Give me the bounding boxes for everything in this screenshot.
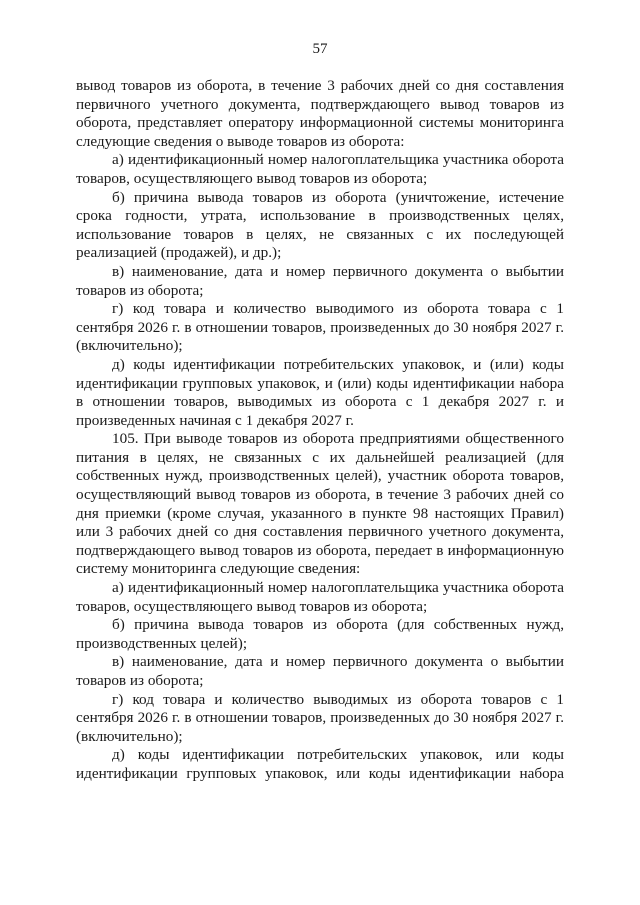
- paragraph: а) идентификационный номер налогоплательщика участника оборота товаров, осуществляющего вывод товаров из оборота;: [76, 579, 564, 615]
- paragraph: в) наименование, дата и номер первичного документа о выбытии товаров из оборота;: [76, 262, 564, 299]
- document-body: [76, 77, 564, 784]
- paragraph: в) наименование, дата и номер первичного документа о выбытии товаров из оборота;: [76, 653, 564, 689]
- paragraph: 105. При выводе товаров из оборота предприятиями общественного питания в целях, не связанных с их дальнейшей реализацией (для собственных нужд, производственных целей), участник оборота товаров, осуществляющий вывод товаров из оборота, в течение 3 рабочих дней со дня приемки (кроме случая, указанного в пункте 98 настоящих Правил) или 3 рабочих дней со дня составления первичного учетного документа, подтверждающего вывод товаров из оборота, передает в информационную систему мониторинга следующие сведения:: [76, 430, 564, 578]
- paragraph: б) причина вывода товаров из оборота (уничтожение, истечение срока годности, утрата, использование в производственных целях, использование товаров в целях, не связанных с их последующей реализацией (продажей), и др.);: [76, 188, 564, 262]
- page-number: 57: [312, 41, 328, 57]
- paragraph: вывод товаров из оборота, в течение 3 рабочих дней со дня составления первичного учетного документа, подтверждающего вывод товаров из оборота, представляет оператору информационной системы мониторинга следующие сведения о выводе товаров из оборота:: [76, 77, 564, 150]
- paragraph: д) коды идентификации потребительских упаковок, и (или) коды идентификации групповых упаковок, и (или) коды идентификации набора в отношении товаров, выводимых из оборота с 1 декабря 2027 г. и произведенных начиная с 1 декабря 2027 г.: [76, 355, 564, 429]
- paragraph: г) код товара и количество выводимых из оборота товаров с 1 сентября 2026 г. в отношении товаров, произведенных до 30 ноября 2027 г. (включительно);: [76, 690, 564, 745]
- paragraph: д) коды идентификации потребительских упаковок, или коды идентификации групповых упаковок, или коды идентификации набора: [76, 746, 564, 782]
- paragraph: а) идентификационный номер налогоплательщика участника оборота товаров, осуществляющего вывод товаров из оборота;: [76, 151, 564, 187]
- paragraph: б) причина вывода товаров из оборота (для собственных нужд, производственных целей);: [76, 616, 564, 652]
- paragraph: г) код товара и количество выводимого из оборота товара с 1 сентября 2026 г. в отношении товаров, произведенных до 30 ноября 2027 г. (включительно);: [76, 300, 564, 355]
